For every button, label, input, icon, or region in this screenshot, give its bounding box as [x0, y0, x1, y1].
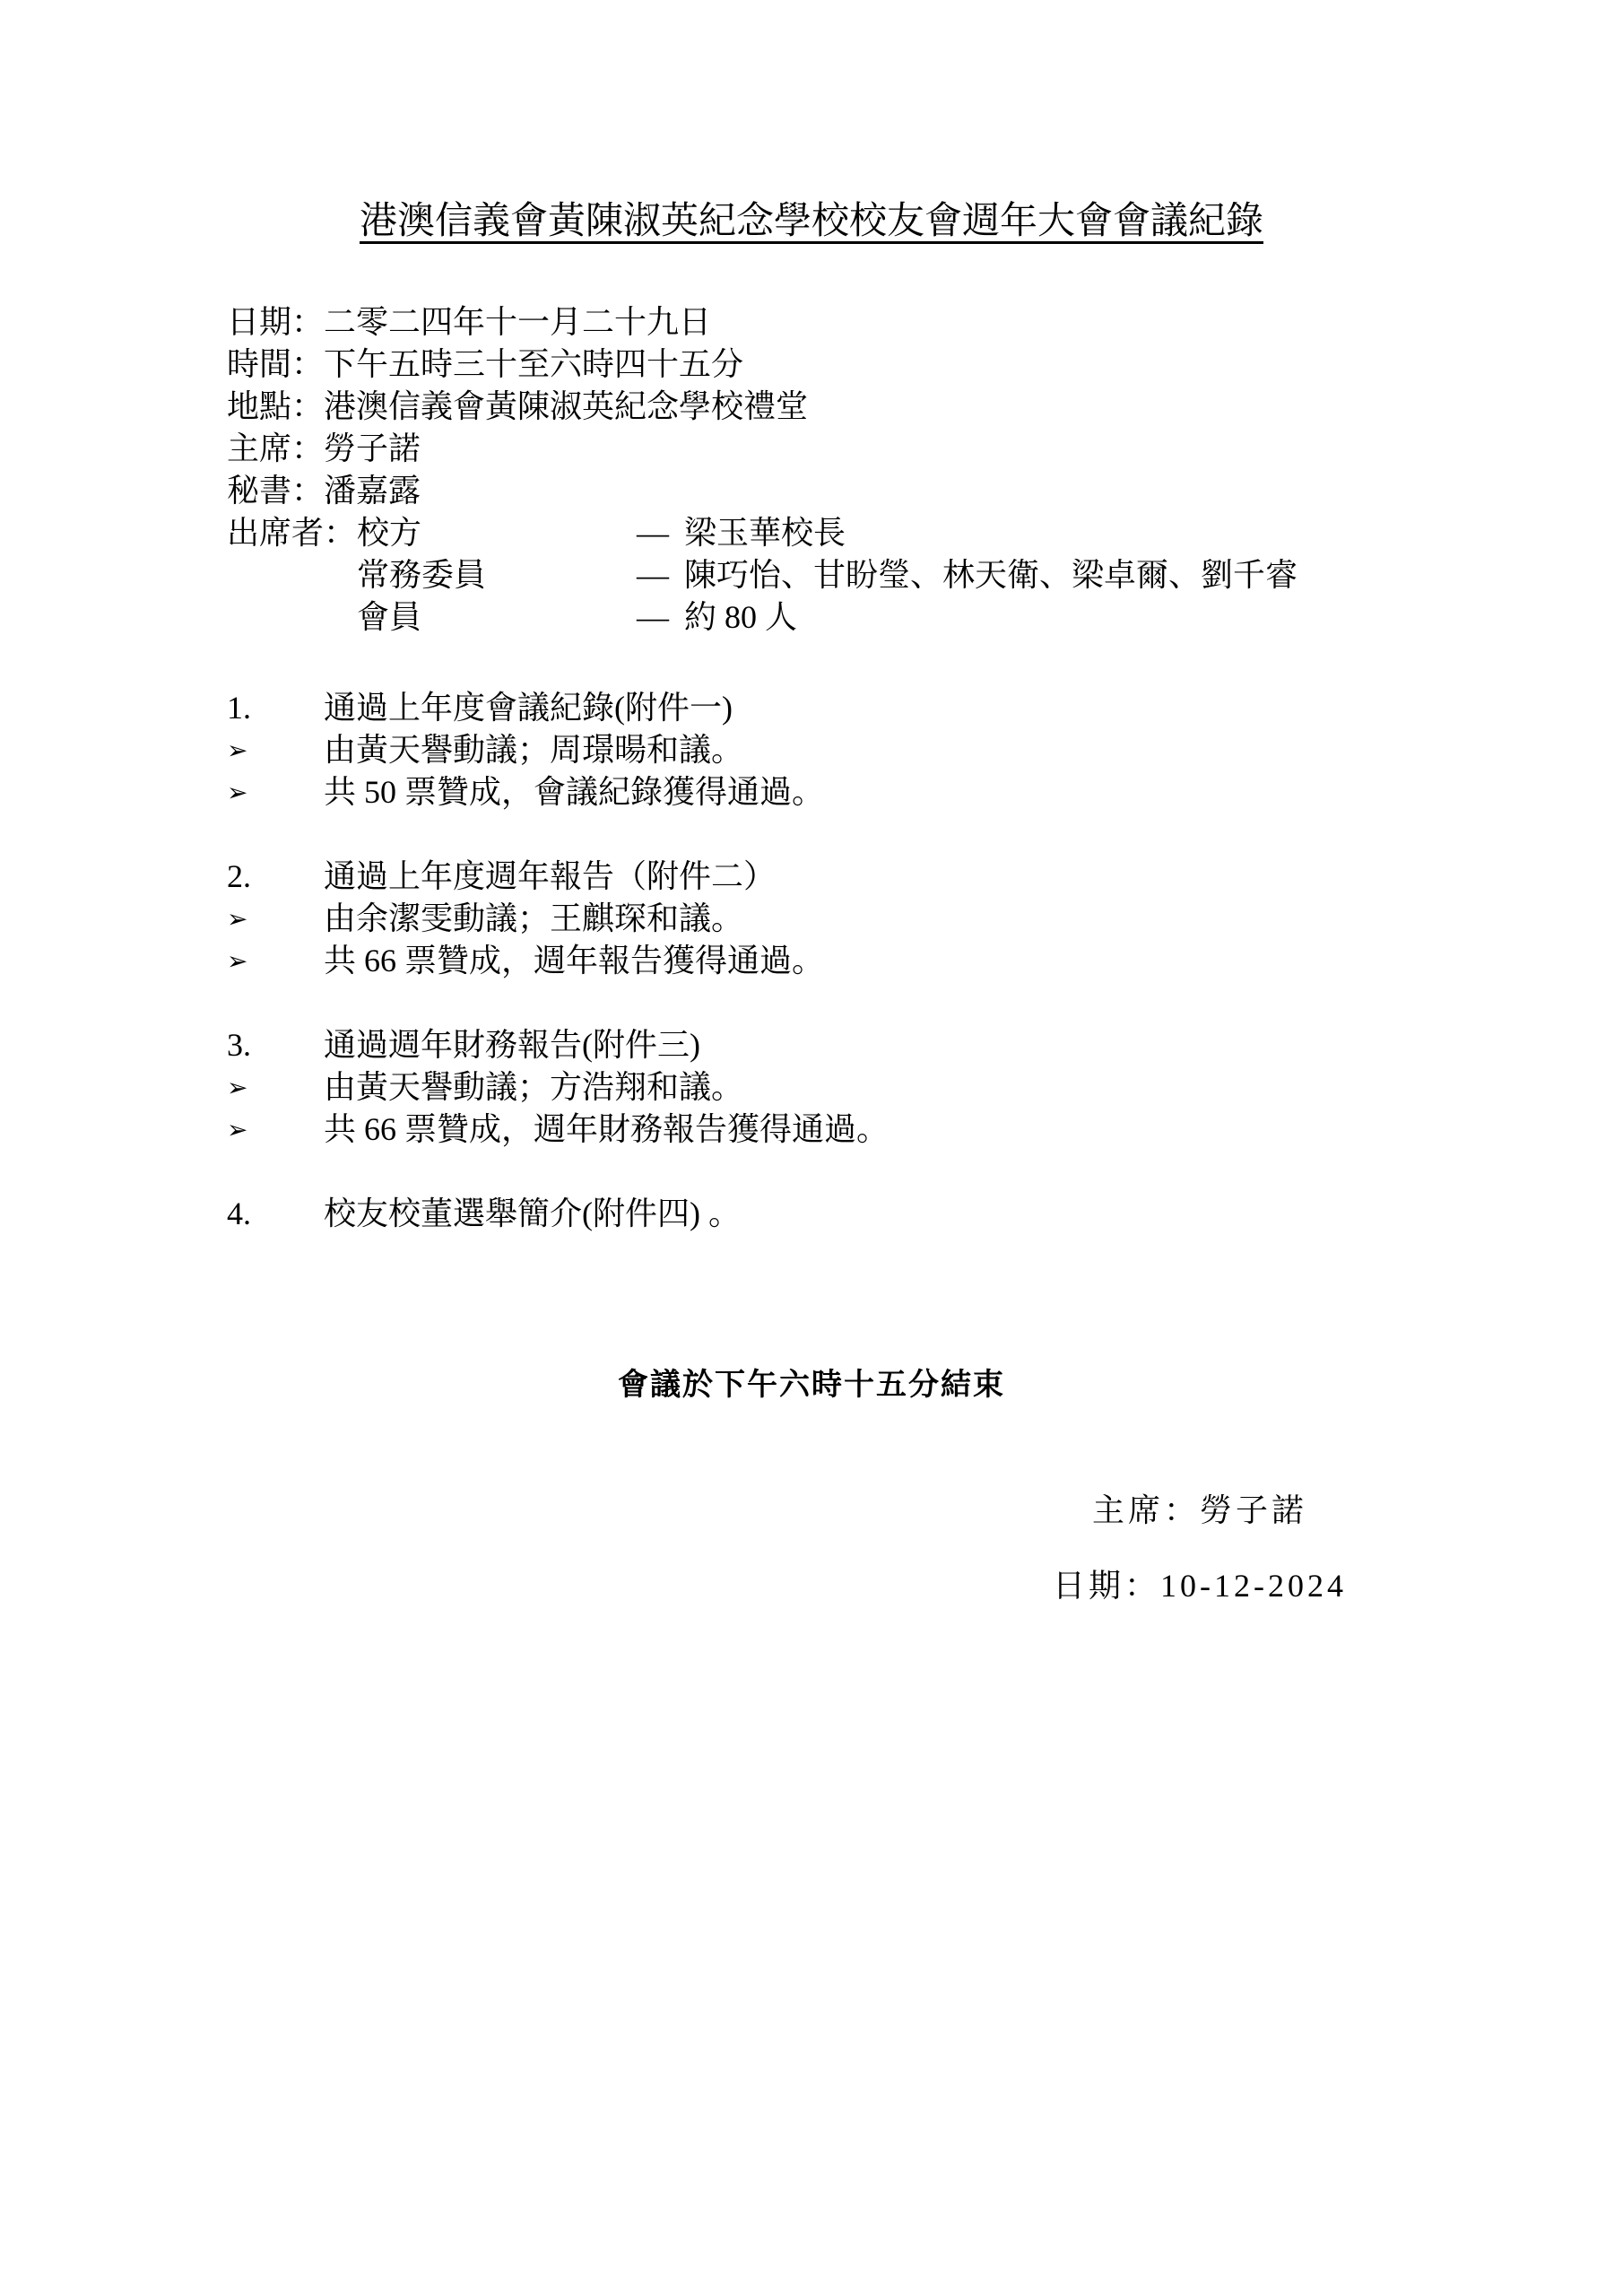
meta-time-value: 下午五時三十至六時四十五分	[324, 346, 744, 382]
agenda-list	[227, 687, 1396, 1235]
agenda-bullet-row	[227, 729, 1396, 771]
agenda-item-number: 4.	[227, 1196, 251, 1231]
agenda-bullet-row	[227, 771, 1396, 813]
attendees-row-committee	[227, 554, 1396, 596]
attendee-role: 常務委員	[357, 557, 487, 593]
meta-venue	[227, 386, 1396, 428]
meta-chairman	[227, 428, 1396, 470]
agenda-item-title-row	[227, 856, 1396, 898]
dash-separator: —	[637, 557, 669, 593]
signature-chairman-value: 勞子諾	[1200, 1492, 1308, 1528]
agenda-item-title-row	[227, 687, 1396, 729]
agenda-bullet-text: 由黃天譽動議；周璟暘和議。	[324, 732, 744, 768]
signature-block	[949, 1473, 1451, 1623]
signature-date-label: 日期：	[1053, 1568, 1161, 1604]
meta-time	[227, 344, 1396, 386]
attendee-names: 梁玉華校長	[684, 515, 846, 551]
meta-chairman-label: 主席：	[227, 430, 325, 466]
attendees-row-school	[227, 512, 1396, 554]
signature-chairman-label: 主席：	[1091, 1492, 1200, 1528]
agenda-bullet-text: 共 50 票贊成，會議紀錄獲得通過。	[324, 774, 825, 810]
agenda-item-3	[227, 1024, 1396, 1151]
agenda-bullet-text: 由黃天譽動議；方浩翔和議。	[324, 1069, 744, 1105]
signature-date-value: 10-12-2024	[1160, 1568, 1347, 1604]
agenda-item-number: 1.	[227, 690, 251, 726]
arrow-bullet-icon: ➢	[227, 778, 248, 807]
arrow-bullet-icon: ➢	[227, 1073, 248, 1102]
attendees-row-members	[227, 596, 1396, 639]
agenda-item-1	[227, 687, 1396, 813]
agenda-item-4	[227, 1193, 1396, 1235]
dash-separator: —	[637, 515, 669, 551]
agenda-bullet-row	[227, 1066, 1396, 1109]
agenda-bullet-row	[227, 898, 1396, 940]
arrow-bullet-icon: ➢	[227, 904, 248, 934]
agenda-item-title-row	[227, 1024, 1396, 1066]
signature-chairman	[949, 1473, 1451, 1548]
meta-chairman-value: 勞子諾	[324, 430, 421, 466]
agenda-item-title-row	[227, 1193, 1396, 1235]
attendee-role: 校方	[357, 515, 422, 551]
arrow-bullet-icon: ➢	[227, 946, 248, 976]
agenda-bullet-text: 共 66 票贊成，週年財務報告獲得通過。	[324, 1111, 890, 1147]
agenda-bullet-text: 共 66 票贊成，週年報告獲得通過。	[324, 943, 825, 978]
attendees-label: 出席者：	[227, 515, 357, 551]
attendees-label-spacer	[227, 554, 357, 596]
page-title: 港澳信義會黃陳淑英紀念學校校友會週年大會會議紀錄	[359, 201, 1263, 242]
arrow-bullet-icon: ➢	[227, 1115, 248, 1144]
attendee-names: 陳巧怡、甘盼瑩、林天衛、梁卓爾、劉千睿	[684, 557, 1298, 593]
agenda-item-number: 2.	[227, 858, 251, 894]
meta-time-label: 時間：	[227, 346, 325, 382]
agenda-bullet-text: 由余潔雯動議；王麒琛和議。	[324, 900, 744, 936]
agenda-item-title: 校友校董選舉簡介(附件四) 。	[324, 1196, 741, 1231]
agenda-item-title: 通過上年度會議紀錄(附件一)	[324, 690, 733, 726]
meta-secretary-label: 秘書：	[227, 473, 325, 509]
meta-secretary	[227, 470, 1396, 512]
meta-date-label: 日期：	[227, 304, 325, 340]
attendee-names: 約 80 人	[684, 599, 798, 635]
attendee-role: 會員	[357, 599, 422, 635]
closing-statement: 會議於下午六時十五分結束	[618, 1369, 1005, 1402]
arrow-bullet-icon: ➢	[227, 735, 248, 765]
meta-venue-value: 港澳信義會黃陳淑英紀念學校禮堂	[324, 388, 809, 424]
agenda-item-title: 通過週年財務報告(附件三)	[324, 1027, 700, 1063]
document-content	[227, 0, 1396, 1623]
agenda-item-2	[227, 856, 1396, 982]
agenda-bullet-row	[227, 1109, 1396, 1151]
meta-date-value: 二零二四年十一月二十九日	[324, 304, 712, 340]
meta-date	[227, 301, 1396, 344]
attendees-label-spacer	[227, 596, 357, 639]
meta-secretary-value: 潘嘉露	[324, 473, 421, 509]
dash-separator: —	[637, 599, 669, 635]
signature-date	[949, 1548, 1451, 1623]
agenda-bullet-row	[227, 940, 1396, 982]
meta-venue-label: 地點：	[227, 388, 325, 424]
meta-block	[227, 301, 1396, 639]
agenda-item-title: 通過上年度週年報告（附件二）	[324, 858, 777, 894]
agenda-item-number: 3.	[227, 1027, 251, 1063]
